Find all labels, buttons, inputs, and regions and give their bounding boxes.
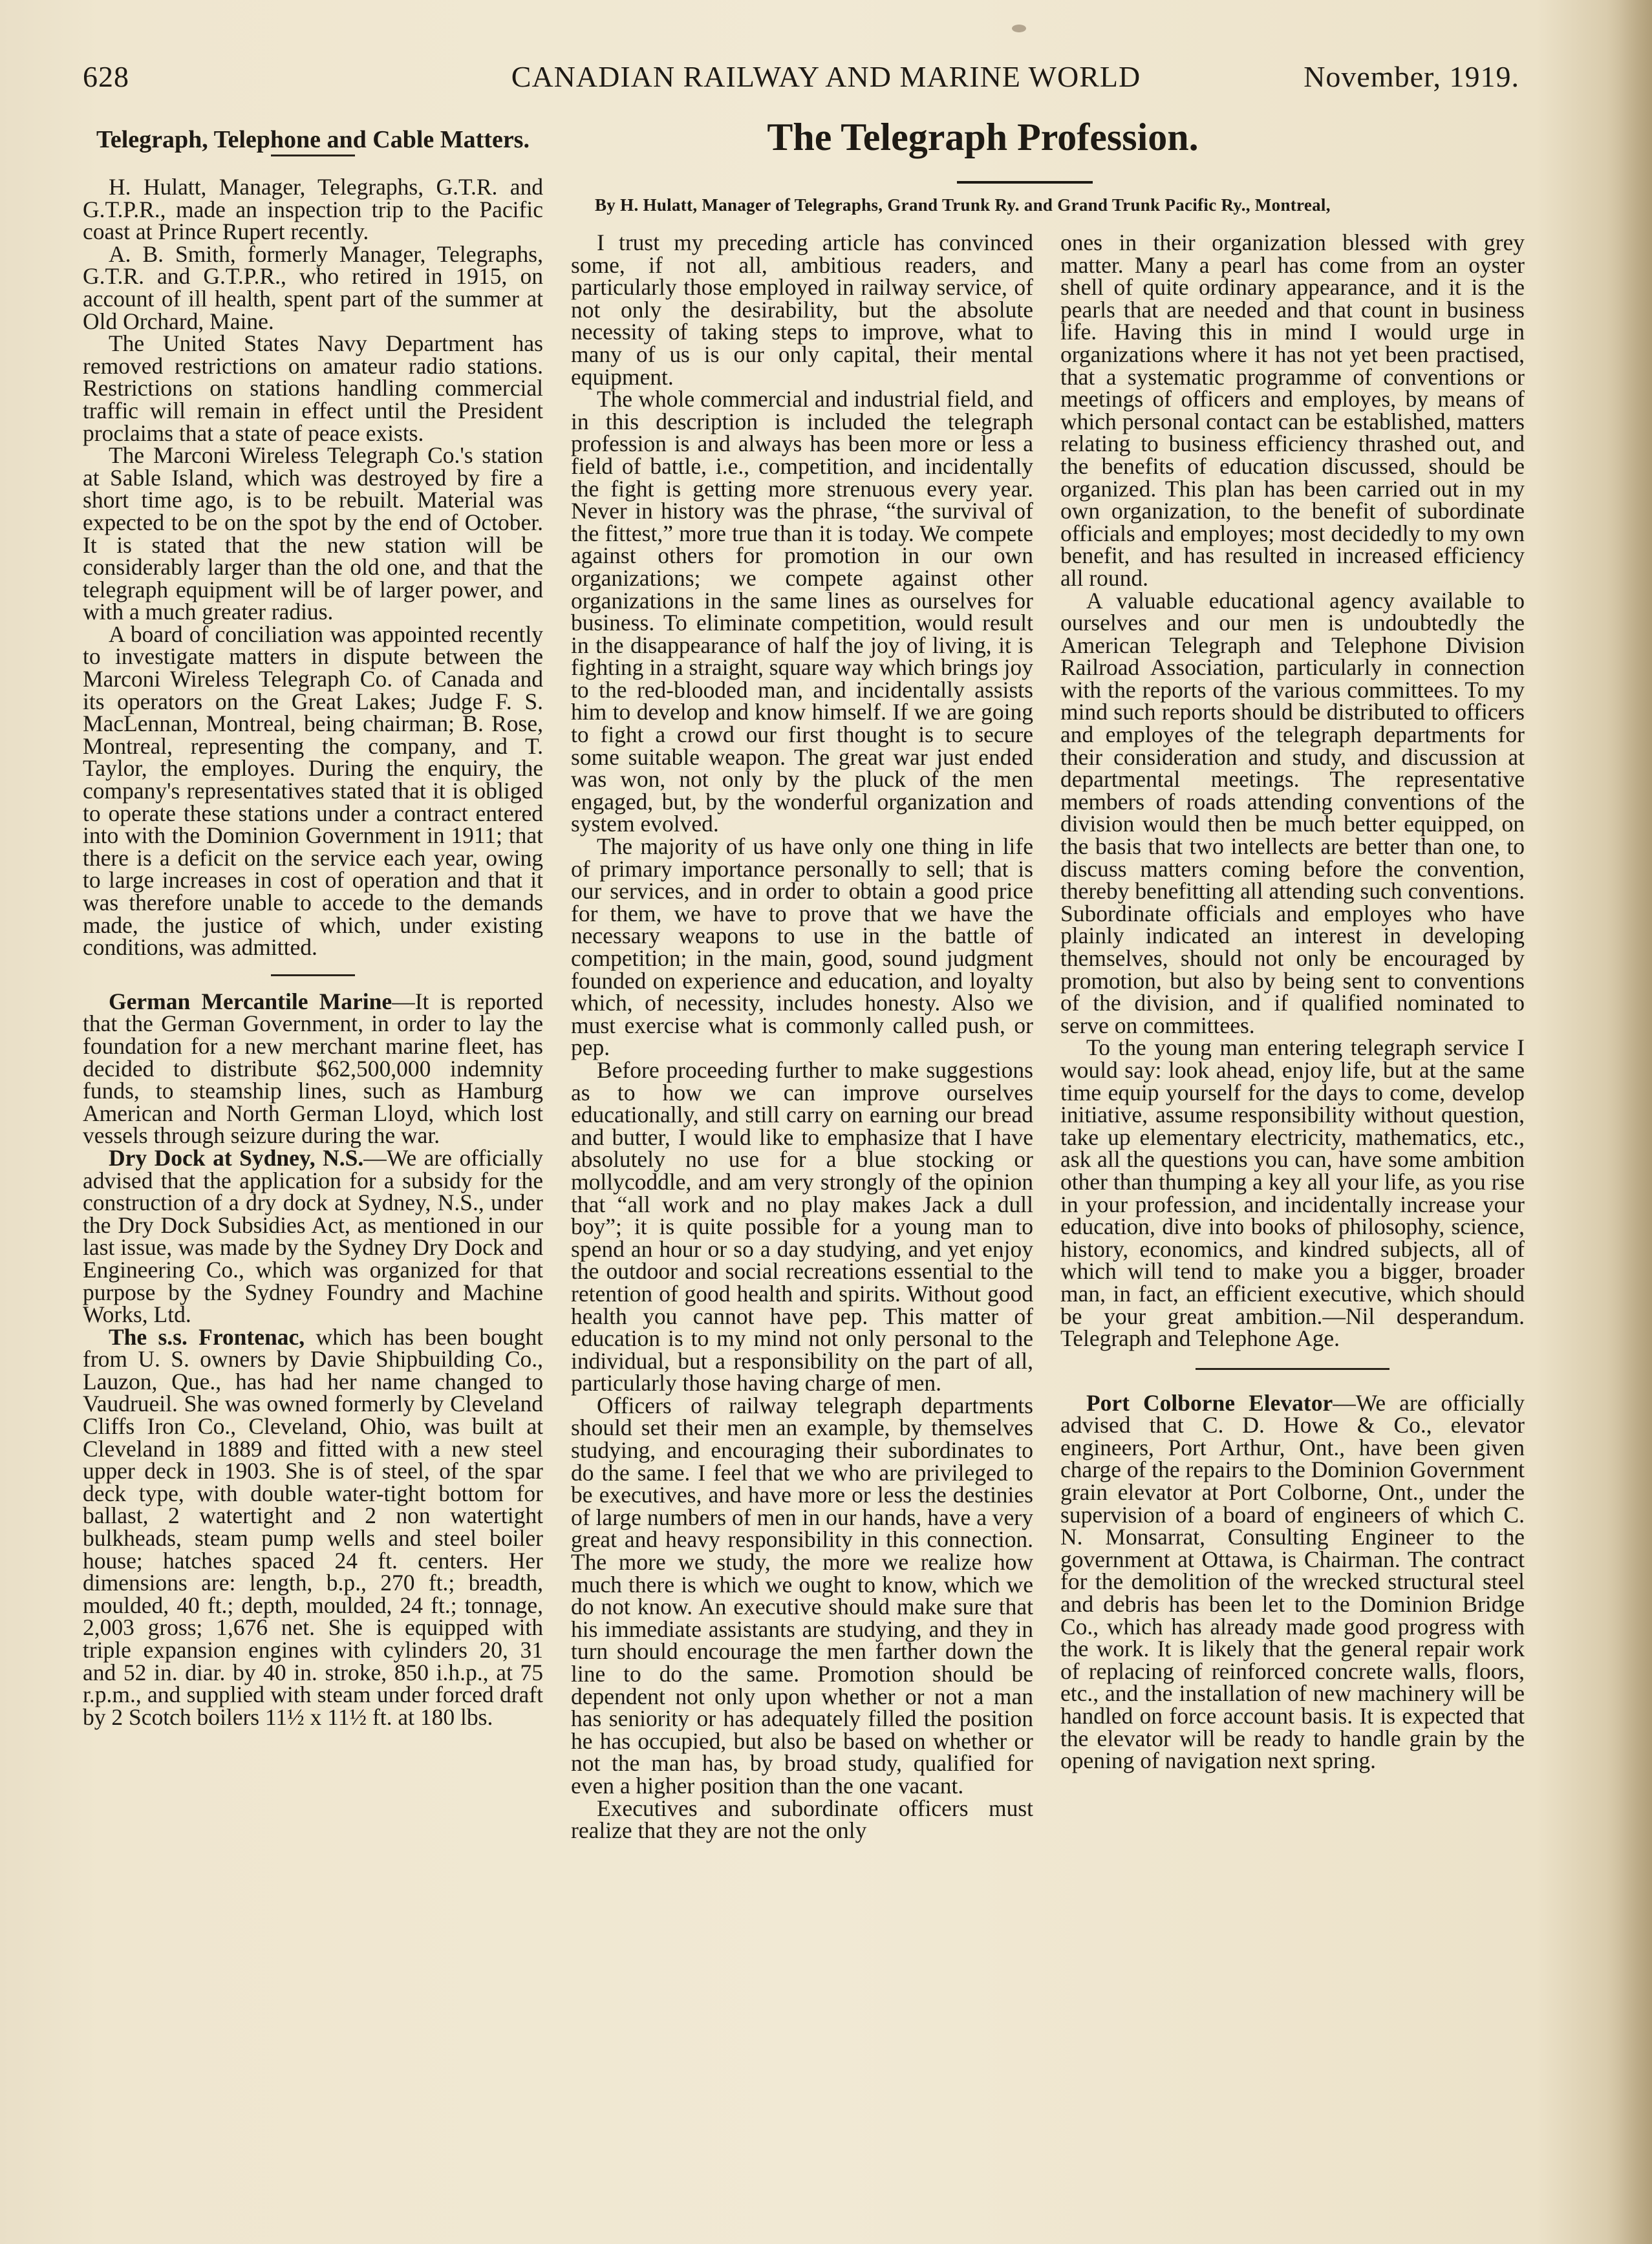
issue-date: November, 1919. xyxy=(1303,60,1519,93)
article-paragraph: I trust my preceding article has convinced some, if not all, ambitious readers, and particularly those employed in railway service, of not only the desirability, but the absolute necessity of taking steps to improve, what to many of us is our only capital, their mental equipment. xyxy=(571,230,1033,390)
item-text: which has been bought from U. S. owners by Davie Shipbuilding Co., Lauzon, Que., has had her name changed to Vaudrueil. She was owned formerly by Cleveland Cliffs Iron Co., Cleveland, Ohio, was built at Cleveland in 1889 and fitted with a new steel upper deck in 1903. She is of steel, of the spar deck type, with double water-tight bottom for ballast, 2 watertight and 2 non watertight bulkheads, steam pump wells and steel boiler house; hatches spaced 24 ft. centers. Her dimensions are: length, b.p., 270 ft.; breadth, moulded, 40 ft.; depth, moulded, 24 ft.; tonnage, 2,003 gross; 1,676 net. She is equipped with triple expansion engines with cylinders 20, 31 and 52 in. diar. by 40 in. stroke, 850 i.h.p., at 75 r.p.m., and supplied with steam under forced draft by 2 Scotch boilers 11½ x 11½ ft. at 180 lbs. xyxy=(83,1323,543,1730)
article-column-1 xyxy=(571,231,1033,1842)
item-title: The s.s. Frontenac, xyxy=(109,1323,305,1350)
item-text: —We are officially advised that C. D. Howe & Co., elevator engineers, Port Arthur, Ont., have been given charge of the repairs to the Dominion Government grain elevator at Port Colborne, Ont., under the supervision of a board of engineers of which C. N. Monsarrat, Consulting Engineer to the government at Ottawa, is Chairman. The contract for the demolition of the wrecked structural steel and debris has been let to the Dominion Bridge Co., which has already made good progress with the work. It is likely that the general repair work of replacing of reinforced concrete walls, floors, etc., and the installation of new machinery will be handled on force account basis. It is expected that the elevator will be ready to handle grain by the opening of navigation next spring. xyxy=(1060,1389,1525,1774)
news-paragraph: A board of conciliation was appointed recently to investigate matters in dispute between the Marconi Wireless Telegraph Co. of Canada and its operators on the Great Lakes; Judge F. S. MacLennan, Montreal, being chairman; B. Rose, Montreal, representing the company, and T. Taylor, the employes. During the enquiry, the company's representatives stated that it is obliged to operate these stations under a contract entered into with the Dominion Government in 1911; that there is a deficit on the service each year, owing to large increases in cost of operation and that it was therefore unable to accede to the demands made, the justice of which, under existing conditions, was admitted. xyxy=(83,621,543,961)
news-paragraph: The Marconi Wireless Telegraph Co.'s station at Sable Island, which was destroyed by fire a short time ago, is to be rebuilt. Material was expected to be on the spot by the end of October. It is stated that the new station will be considerably larger than the old one, and that the telegraph equipment will be of larger power, and with a much greater radius. xyxy=(83,442,543,625)
article-paragraph: The whole commercial and industrial field, and in this description is included the telegraph profession is and always has been more or less a field of battle, i.e., competition, and incidentally the fight is getting more strenuous every year. Never in history was the phrase, “the survival of the fittest,” more true than it is today. We compete against others for promotion in our own organizations; we compete against other organizations in the same lines as ourselves for business. To eliminate competition, would result in the disappearance of half the joy of living, it is fighting in a straight, square way which brings joy to the red-blooded man, and incidentally assists him to develop and know himself. If we are going to fight a crowd our first thought is to secure some suitable weapon. The great war just ended was won, not only by the pluck of the men engaged, but, by the wonderful organization and system evolved. xyxy=(571,386,1033,837)
news-item xyxy=(83,1323,543,1730)
publication-title: CANADIAN RAILWAY AND MARINE WORLD xyxy=(511,60,1141,93)
section-heading: Telegraph, Telephone and Cable Matters. xyxy=(96,126,530,153)
title-rule xyxy=(957,181,1093,184)
item-text: —We are officially advised that the application for a subsidy for the construction of a dry dock at Sydney, N.S., under the Dry Dock Subsidies Act, as mentioned in our last issue, was made by the Sydney Dry Dock and Engineering Co., which was organized for that purpose by the Sydney Foundry and Machine Works, Ltd. xyxy=(83,1144,543,1328)
heading-rule xyxy=(271,155,355,156)
section-rule xyxy=(1196,1368,1389,1370)
article-paragraph: To the young man entering telegraph service I would say: look ahead, enjoy life, but at the same time equip yourself for the days to come, develop initiative, assume responsibility without question, take up elementary electricity, mathematics, etc., ask all the questions you can, have some ambition other than thumping a key all your life, as you rise in your profession, and incidentally increase your education, dive into books of philosophy, science, history, economics, and kindred subjects, all of which will tend to make you a bigger, broader man, in fact, an efficient executive, which should be your great ambition.—Nil desperandum. Telegraph and Telephone Age. xyxy=(1060,1034,1525,1352)
left-column xyxy=(83,125,543,1728)
news-paragraph: H. Hulatt, Manager, Telegraphs, G.T.R. and G.T.P.R., made an inspection trip to the Pacific coast at Prince Rupert recently. xyxy=(83,174,543,245)
page-number: 628 xyxy=(83,60,129,93)
page-spine-shadow xyxy=(1607,0,1652,2244)
article-paragraph: Officers of railway telegraph departments should set their men an example, by themselves studying, and encouraging their subordinates to do the same. I feel that we who are privileged to be executives, and have more or less the destinies of large numbers of men in our hands, have a very great and heavy responsibility in this connection. The more we study, the more we realize how much there is which we ought to know, which we do not know. An executive should make sure that his immediate assistants are studying, and they in turn should encourage the men farther down the line to do the same. Promotion should be dependent not only upon whether or not a man has seniority or has adequately filled the position he has occupied, but also be based on whether or not the man has, by broad study, qualified for even a higher position than the one vacant. xyxy=(571,1392,1033,1799)
news-item xyxy=(83,1144,543,1328)
news-paragraph: A. B. Smith, formerly Manager, Telegraphs, G.T.R. and G.T.P.R., who retired in 1915, on account of ill health, spent part of the summer at Old Orchard, Maine. xyxy=(83,240,543,334)
item-title: Dry Dock at Sydney, N.S. xyxy=(109,1144,364,1171)
news-item xyxy=(83,990,543,1147)
article-column-2 xyxy=(1060,231,1525,1772)
news-paragraph: The United States Navy Department has removed restrictions on amateur radio stations. Restrictions on stations handling commercial traffic will remain in effect until the President proclaims that a state of peace exists. xyxy=(83,330,543,446)
article-paragraph: Executives and subordinate officers must realize that they are not the only xyxy=(571,1795,1033,1844)
article-paragraph: A valuable educational agency available to ourselves and our men is undoubtedly the American Telegraph and Telephone Division Railroad Association, particularly in connection with the reports of the various committees. To my mind such reports should be distributed to officers and employes of the telegraph departments for their consideration and study, and discussion at departmental meetings. The representative members of roads attending conventions of the division would then be much better equipped, on the basis that two intellects are better than one, to discuss matters coming before the convention, thereby benefitting all attending such conventions. Subordinate officials and employes who have plainly indicated an interest in developing themselves, should not only be encouraged by promotion, but also by being sent to conventions of the division, and if qualified nominated to serve on committees. xyxy=(1060,587,1525,1038)
article-paragraph: Before proceeding further to make suggestions as to how we can improve ourselves educationally, and still carry on earning our bread and butter, I would like to emphasize that I have absolutely no use for a blue stocking or mollycoddle, and am very strongly of the opinion that “all work and no play makes Jack a dull boy”; it is quite possible for a young man to spend an hour or so a day studying, and yet enjoy the outdoor and social recreations essential to the retention of good health and spirits. Without good health you cannot have pep. This matter of education is to my mind not only personal to the individual, but a responsibility on the part of all, particularly those having charge of men. xyxy=(571,1056,1033,1396)
article-byline: By H. Hulatt, Manager of Telegraphs, Grand Trunk Ry. and Grand Trunk Pacific Ry., Montreal, xyxy=(595,195,1331,215)
article-paragraph: The majority of us have only one thing in life of primary importance personally to sell; that is our services, and in order to obtain a good price for them, we have to prove that we have the necessary weapons to use in the battle of competition; in the main, good, sound judgment founded on experience and education, and loyalty which, of necessity, includes honesty. Also we must exercise what is commonly called push, or pep. xyxy=(571,833,1033,1061)
news-item xyxy=(1060,1389,1525,1774)
ink-smudge xyxy=(1012,25,1026,32)
item-text: —It is reported that the German Government, in order to lay the foundation for a new merchant marine fleet, has decided to distribute $62,500,000 indemnity funds, to steamship lines, such as Hamburg American and North German Lloyd, which lost vessels through seizure during the war. xyxy=(83,988,543,1149)
article-title: The Telegraph Profession. xyxy=(767,116,1199,158)
article-paragraph: ones in their organization blessed with grey matter. Many a pearl has come from an oyster shell of quite ordinary appearance, and it is the pearls that are needed and that count in business life. Having this in mind I would urge in organizations where it has not yet been practised, that a systematic programme of conventions or meetings of officers and employes, by means of which personal contact can be established, matters relating to business efficiency thrashed out, and the benefits of education discussed, should be organized. This plan has been carried out in my own organization, to the benefit of subordinate officials and employes; most decidedly to my own benefit, and has resulted in increased efficiency all round. xyxy=(1060,230,1525,591)
section-rule xyxy=(271,974,355,976)
item-title: Port Colborne Elevator xyxy=(1086,1389,1333,1416)
item-title: German Mercantile Marine xyxy=(109,988,392,1014)
